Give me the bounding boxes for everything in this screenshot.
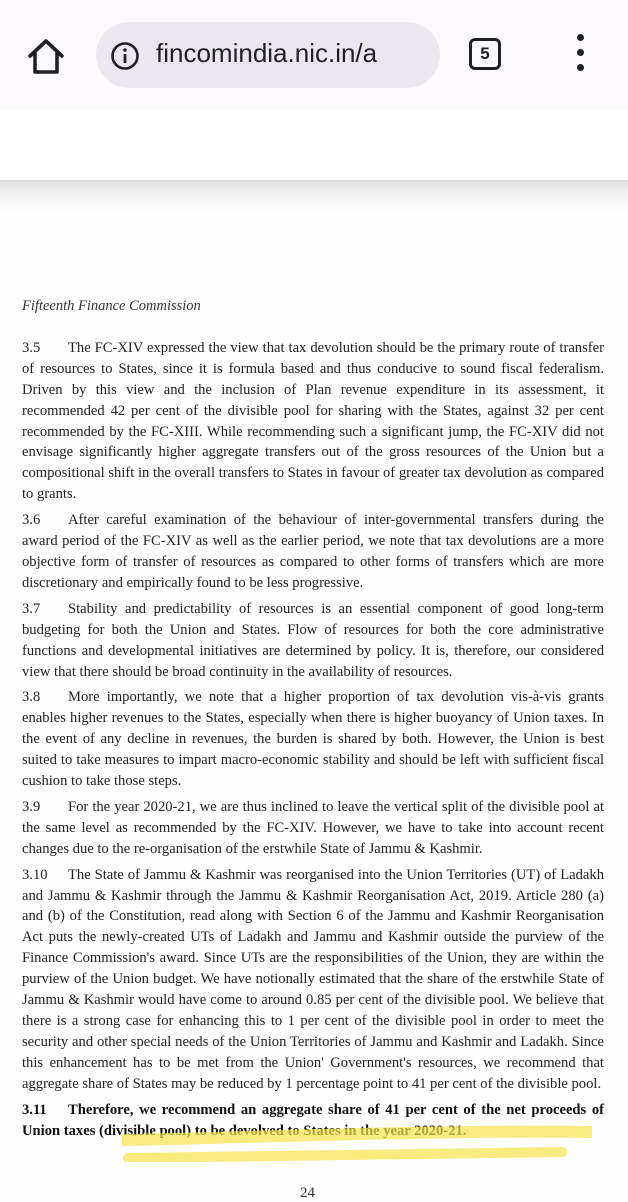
- paragraph-text: For the year 2020-21, we are thus inclined to leave the vertical split of the divisible pool at the same level as recommended by the FC-XIV. However, we have to take into account recent changes due to the re-organisation of the erstwhile State of Jammu & Kashmir.: [22, 798, 604, 857]
- info-icon[interactable]: [110, 41, 140, 71]
- address-bar[interactable]: [96, 22, 440, 88]
- paragraph-text: The FC-XIV expressed the view that tax devolution should be the primary route of transfer of resources to States, since it is formula based and thus conducive to sound fiscal federalism. Driven by this view and the inclusion of Plan revenue expenditure in its assessment, it recommended 42 per cent of the divisible pool for sharing with the States, against 32 per cent recommended by the FC-XIII. While recommending such a significant jump, the FC-XIV did not envisage significantly higher aggregate transfers out of the gross resources of the Union but a compositional shift in the overall transfers to States in favour of greater tax devolution as compared to grants.: [22, 339, 604, 503]
- paragraph-number: 3.11: [22, 1101, 47, 1118]
- page-edge: [0, 180, 628, 214]
- paragraph-number: 3.9: [22, 798, 41, 815]
- paragraph: [22, 687, 604, 792]
- paragraph: [22, 510, 604, 594]
- paragraph: [22, 865, 604, 1095]
- paragraph-number: 3.5: [22, 339, 41, 356]
- highlighted-paragraph: [22, 1100, 604, 1142]
- paragraph-number: 3.6: [22, 512, 41, 529]
- tab-switcher-button[interactable]: 5: [469, 38, 501, 70]
- paragraph: [22, 599, 604, 683]
- browser-toolbar: [0, 0, 628, 110]
- running-head: Fifteenth Finance Commission: [22, 298, 201, 314]
- paragraph: [22, 797, 604, 860]
- home-button[interactable]: [24, 34, 68, 78]
- document-body: [22, 296, 604, 1146]
- url-text[interactable]: fincomindia.nic.in/a: [156, 38, 378, 68]
- paragraph-text: After careful examination of the behaviour of inter-governmental transfers during the award period of the FC-XIV as well as the earlier period, we note that tax devolutions are a more objective form of transfer of resources as compared to other forms of transfers which are more discretionary and empirically found to be less progressive.: [22, 512, 604, 591]
- paragraph: [22, 338, 604, 505]
- paragraph-text: Stability and predictability of resources is an essential component of good long-term budgeting for both the Union and States. Flow of resources for both the core administrative functions and developmental initiatives are determined by policy. It is, therefore, our considered view that there should be broad continuity in the availability of resources.: [22, 600, 604, 680]
- home-icon: [24, 34, 68, 78]
- paragraph-number: 3.10: [22, 866, 48, 883]
- paragraph-text: The State of Jammu & Kashmir was reorganised into the Union Territories (UT) of Ladakh and Jammu & Kashmir through the Jammu & Kashmir Reorganisation Act, 2019. Article 280 (a) and (b) of the Constitution, read along with Section 6 of the Jammu and Kashmir Reorganisation Act puts the newly-created UTs of Ladakh and Jammu and Kashmir outside the purview of the Finance Commission's award. Since UTs are the responsibilities of the Union, they are within the purview of the Union budget. We have notionally estimated that the share of the erstwhile State of Jammu & Kashmir would have come to around 0.85 per cent of the divisible pool. We believe that there is a strong case for enhancing this to 1 per cent of the divisible pool in order to meet the security and other special needs of the Union Territories of Jammu and Kashmir and Ladakh. Since this enhancement has to be met from the Union' Government's resources, we recommend that aggregate share of States may be reduced by 1 percentage point to 41 per cent of the divisible pool.: [22, 866, 604, 1092]
- page-number: 24: [300, 1185, 315, 1201]
- paragraph-text: Therefore, we recommend an aggregate share of 41 per cent of the net proceeds of Union taxes (divisible pool) to be devolved to States in the year 2020-21.: [22, 1101, 604, 1139]
- paragraph-number: 3.8: [22, 689, 41, 706]
- more-vert-icon[interactable]: [568, 34, 592, 78]
- paragraph-number: 3.7: [22, 600, 41, 617]
- paragraph-text: More importantly, we note that a higher proportion of tax devolution vis-à-vis grants enables higher revenues to the States, especially when there is higher buoyancy of Union taxes. In the event of any decline in revenues, the burden is shared by both. However, the Union is best suited to take measures to impart macro-economic stability and should be left with sufficient fiscal cushion to take those steps.: [22, 689, 604, 790]
